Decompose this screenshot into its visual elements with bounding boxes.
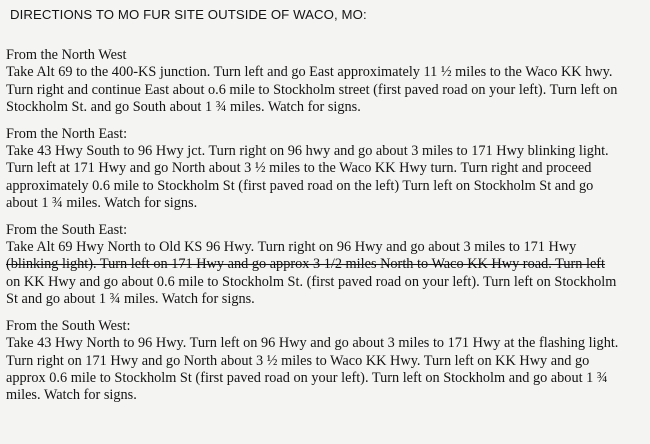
direction-line: approx 0.6 mile to Stockholm St (first paved road on your left). Turn left on Stockholm and go about 1 ¾	[6, 369, 608, 386]
section-south-west	[6, 318, 644, 405]
direction-line: Turn left at 171 Hwy and go North about 3 ½ miles to the Waco KK Hwy turn. Turn right and proceed	[6, 160, 592, 177]
page-title: DIRECTIONS TO MO FUR SITE OUTSIDE OF WACO, MO:	[10, 7, 367, 22]
direction-line: Take Alt 69 Hwy North to Old KS 96 Hwy. Turn right on 96 Hwy and go about 3 miles to 171 Hwy	[6, 239, 577, 256]
section-heading: From the North East:	[6, 125, 128, 142]
direction-line: St and go about 1 ¾ miles. Watch for signs.	[6, 291, 255, 308]
direction-line: Take 43 Hwy North to 96 Hwy. Turn left on 96 Hwy and go about 3 miles to 171 Hwy at the flashing light.	[6, 335, 619, 352]
direction-line: on KK Hwy and go about 0.6 mile to Stockholm St. (first paved road on your left). Turn left on Stockholm	[6, 273, 617, 290]
section-south-east	[6, 222, 644, 309]
direction-line: Take Alt 69 to the 400-KS junction. Turn left and go East approximately 11 ½ miles to the Waco KK hwy.	[6, 64, 613, 81]
section-heading: From the South West:	[6, 317, 131, 334]
direction-line: about 1 ¾ miles. Watch for signs.	[6, 195, 198, 212]
section-heading: From the South East:	[6, 221, 128, 238]
direction-line: Take 43 Hwy South to 96 Hwy jct. Turn right on 96 hwy and go about 3 miles to 171 Hwy blinking light.	[6, 143, 609, 160]
section-north-east	[6, 126, 644, 213]
section-heading: From the North West	[6, 47, 127, 63]
direction-line: Turn right on 171 Hwy and go North about 3 ½ miles to Waco KK Hwy. Turn left on KK Hwy and go	[6, 352, 590, 369]
direction-line: Turn right and continue East about o.6 mile to Stockholm street (first paved road on your left). Turn left on	[6, 81, 618, 98]
direction-line: miles. Watch for signs.	[6, 387, 137, 404]
struck-direction-line: (blinking light). Turn left on 171 Hwy and go approx 3 1/2 miles North to Waco KK Hwy road. Turn left	[6, 256, 606, 273]
section-north-west	[6, 47, 644, 117]
direction-line: Stockholm St. and go South about 1 ¾ miles. Watch for signs.	[6, 99, 361, 116]
direction-line: approximately 0.6 mile to Stockholm St (first paved road on the left) Turn left on Stockholm St and go	[6, 177, 594, 194]
